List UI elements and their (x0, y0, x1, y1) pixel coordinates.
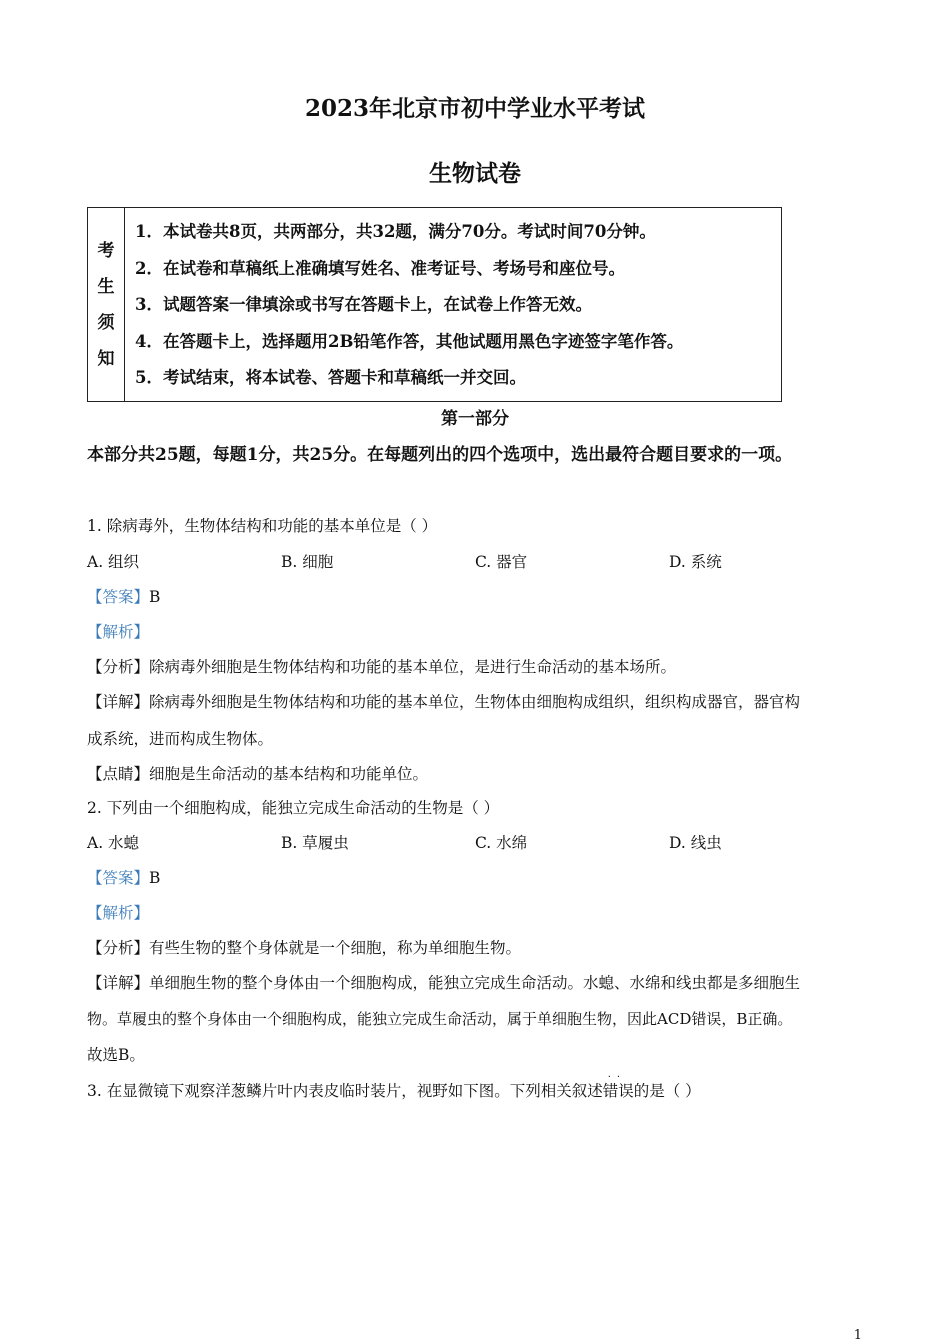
q3-emphasis (602, 1072, 634, 1100)
q1-fenxi (87, 655, 676, 677)
q3-stem-tail: 的是（ ） (633, 1082, 701, 1100)
fenxi-text: 除病毒外细胞是生物体结构和功能的基本单位，是进行生命活动的基本场所。 (149, 658, 677, 676)
q1-dianjing (87, 762, 428, 784)
notice-label-char: 考 (97, 240, 115, 261)
q2-fenxi (87, 936, 521, 958)
answer-tag: 【答案】 (87, 588, 150, 606)
answer-tag: 【答案】 (87, 869, 150, 887)
xiangjie-tag: 【详解】 (87, 693, 150, 711)
q2-option-c: C. 水绵 (475, 834, 528, 852)
q1-analysis-tag: 【解析】 (87, 623, 150, 641)
xiangjie-tag: 【详解】 (87, 974, 150, 992)
q1-xiangjie (87, 690, 800, 712)
q1-option-d: D. 系统 (669, 553, 722, 571)
fenxi-text: 有些生物的整个身体就是一个细胞，称为单细胞生物。 (149, 939, 522, 957)
answer-value: B (149, 869, 161, 887)
q2-analysis-tag: 【解析】 (87, 904, 150, 922)
q2-answer (87, 866, 160, 888)
q3-stem (87, 1072, 701, 1101)
q2-option-d: D. 线虫 (669, 834, 722, 852)
notice-item: 3．试题答案一律填涂或书写在答题卡上，在试卷上作答无效。 (135, 295, 592, 314)
dianjing-text: 细胞是生命活动的基本结构和功能单位。 (149, 765, 429, 783)
xiangjie-text: 除病毒外细胞是生物体结构和功能的基本单位，生物体由细胞构成组织，组织构成器官，器官构 (149, 693, 801, 711)
notice-label-char: 须 (97, 312, 115, 333)
notice-item: 2．在试卷和草稿纸上准确填写姓名、准考证号、考场号和座位号。 (135, 258, 625, 278)
notice-item: 5．考试结束，将本试卷、答题卡和草稿纸一并交回。 (135, 368, 526, 387)
q1-option-a: A. 组织 (87, 553, 140, 571)
notice-item: 1．本试卷共8页，共两部分，共32题，满分70分。考试时间70分钟。 (135, 222, 656, 241)
q3-emphasis-text: 错误 (602, 1082, 634, 1100)
dianjing-tag: 【点睛】 (87, 765, 150, 783)
notice-label (88, 208, 125, 401)
q1-xiangjie-cont: 成系统，进而构成生物体。 (87, 730, 274, 748)
xiangjie-text: 单细胞生物的整个身体由一个细胞构成，能独立完成生命活动。水螅、水绵和线虫都是多细胞生 (149, 974, 801, 992)
q2-xiangjie-cont: 物。草履虫的整个身体由一个细胞构成，能独立完成生命活动，属于单细胞生物，因此ACD错误，B正确。 (87, 1010, 793, 1028)
q1-answer (87, 585, 160, 607)
candidate-notice-box (87, 207, 782, 402)
page-number: 1 (853, 1328, 862, 1343)
notice-label-char: 知 (97, 348, 115, 369)
q2-xiangjie-end: 故选B。 (87, 1046, 145, 1064)
answer-value: B (149, 588, 161, 606)
q2-xiangjie (87, 971, 800, 993)
q2-option-a: A. 水螅 (87, 834, 140, 852)
notice-item: 4．在答题卡上，选择题用2B铅笔作答，其他试题用黑色字迹签字笔作答。 (135, 331, 684, 351)
exam-title: 2023年北京市初中学业水平考试 (304, 95, 645, 122)
q3-stem-text: 3. 在显微镜下观察洋葱鳞片叶内表皮临时装片，视野如下图。下列相关叙述 (87, 1082, 603, 1100)
part-intro: 本部分共25题，每题1分，共25分。在每题列出的四个选项中，选出最符合题目要求的一项。 (87, 445, 793, 465)
part-title: 第一部分 (441, 409, 509, 429)
notice-items (125, 208, 781, 401)
q2-stem: 2. 下列由一个细胞构成，能独立完成生命活动的生物是（ ） (87, 799, 500, 817)
q1-option-b: B. 细胞 (281, 553, 334, 571)
fenxi-tag: 【分析】 (87, 658, 150, 676)
q1-option-c: C. 器官 (475, 553, 528, 571)
exam-subtitle: 生物试卷 (429, 160, 521, 187)
notice-label-char: 生 (97, 276, 115, 297)
emphasis-dots: ·· (607, 1072, 627, 1083)
q1-stem: 1. 除病毒外，生物体结构和功能的基本单位是（ ） (87, 517, 438, 535)
q2-option-b: B. 草履虫 (281, 834, 349, 852)
fenxi-tag: 【分析】 (87, 939, 150, 957)
